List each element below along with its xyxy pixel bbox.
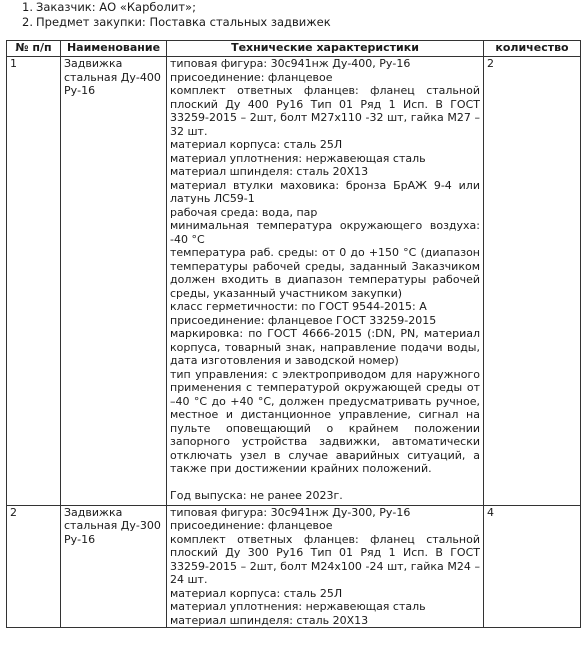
characteristic-line: тип управления: с электроприводом для наружного применения с температурой окружающей среды от –40 °С до +40 °С, должен предусматривать ручное, местное и дистанционное управление, сигнал на пульте оповещающий о крайнем положении запорного устройства задвижки, автоматически отключать узел в случае аварийных ситуаций, а также при достижении крайних положений.	[170, 367, 484, 475]
row-quantity: 4	[484, 505, 581, 628]
header-characteristics: Технические характеристики	[167, 41, 484, 57]
characteristic-line: материал втулки маховика: бронза БрАЖ 9-4 или латунь ЛС59-1	[170, 178, 484, 205]
intro-item-customer	[14, 0, 574, 15]
characteristic-line: присоединение: фланцевое	[170, 70, 333, 84]
intro-item-number: 2.	[22, 15, 33, 29]
characteristic-blank-line	[170, 476, 480, 490]
row-number: 1	[7, 57, 61, 506]
characteristic-line: материал уплотнения: нержавеющая сталь	[170, 600, 426, 613]
header-quantity: количество	[484, 41, 581, 57]
header-name: Наименование	[61, 41, 167, 57]
table-row	[7, 57, 581, 506]
characteristic-line: материал шпинделя: сталь 20Х13	[170, 613, 369, 627]
row-quantity: 2	[484, 57, 581, 506]
characteristic-line: материал уплотнения: нержавеющая сталь	[170, 151, 426, 165]
characteristic-line: материал шпинделя: сталь 20Х13	[170, 165, 369, 178]
characteristic-line: минимальная температура окружающего воздуха: -40 °С	[170, 219, 484, 246]
intro-item-subject	[14, 15, 574, 30]
characteristic-line: типовая фигура: 30с941нж Ду-400, Ру-16	[170, 57, 411, 70]
row-characteristics	[167, 57, 484, 506]
table-row	[7, 505, 581, 628]
characteristic-line: типовая фигура: 30с941нж Ду-300, Ру-16	[170, 505, 411, 519]
characteristic-line: присоединение: фланцевое ГОСТ 33259-2015	[170, 313, 437, 327]
intro-item-text: Предмет закупки: Поставка стальных задвижек	[36, 15, 331, 29]
row-characteristics	[167, 505, 484, 628]
header-number: № п/п	[7, 41, 61, 57]
intro-list	[14, 0, 574, 30]
table-header-row	[7, 41, 581, 57]
characteristic-line: маркировка: по ГОСТ 4666-2015 (:DN, PN, материал корпуса, товарный знак, направление подачи воды, дата изготовления и заводской номер)	[170, 327, 484, 367]
characteristic-line: комплект ответных фланцев: фланец стальной плоский Ду 300 Ру16 Тип 01 Ряд 1 Исп. В ГОСТ 33259-2015 – 2шт, болт М24х100 -24 шт, гайка М24 – 24 шт.	[170, 532, 484, 586]
characteristic-line: материал корпуса: сталь 25Л	[170, 138, 343, 151]
characteristic-line: класс герметичности: по ГОСТ 9544-2015: А	[170, 300, 427, 313]
characteristic-line: температура раб. среды: от 0 до +150 °С (диапазон температуры рабочей среды, заданный Заказчиком должен входить в диапазон температуры рабочей среды, указанный участником закупки)	[170, 246, 484, 300]
characteristic-line: комплект ответных фланцев: фланец стальной плоский Ду 400 Ру16 Тип 01 Ряд 1 Исп. В ГОСТ 33259-2015 – 2шт, болт М27х110 -32 шт, гайка М27 – 32 шт.	[170, 84, 484, 138]
intro-item-text: Заказчик: АО «Карболит»;	[36, 0, 196, 14]
characteristic-line: Год выпуска: не ранее 2023г.	[170, 489, 343, 502]
row-item-name: Задвижка стальная Ду-300 Ру-16	[61, 505, 167, 628]
row-number: 2	[7, 505, 61, 628]
row-item-name: Задвижка стальная Ду-400 Ру-16	[61, 57, 167, 506]
intro-item-number: 1.	[22, 0, 33, 14]
characteristic-line: материал корпуса: сталь 25Л	[170, 586, 343, 600]
characteristic-line: рабочая среда: вода, пар	[170, 205, 318, 219]
specification-table	[6, 40, 581, 628]
characteristic-line: присоединение: фланцевое	[170, 519, 333, 532]
